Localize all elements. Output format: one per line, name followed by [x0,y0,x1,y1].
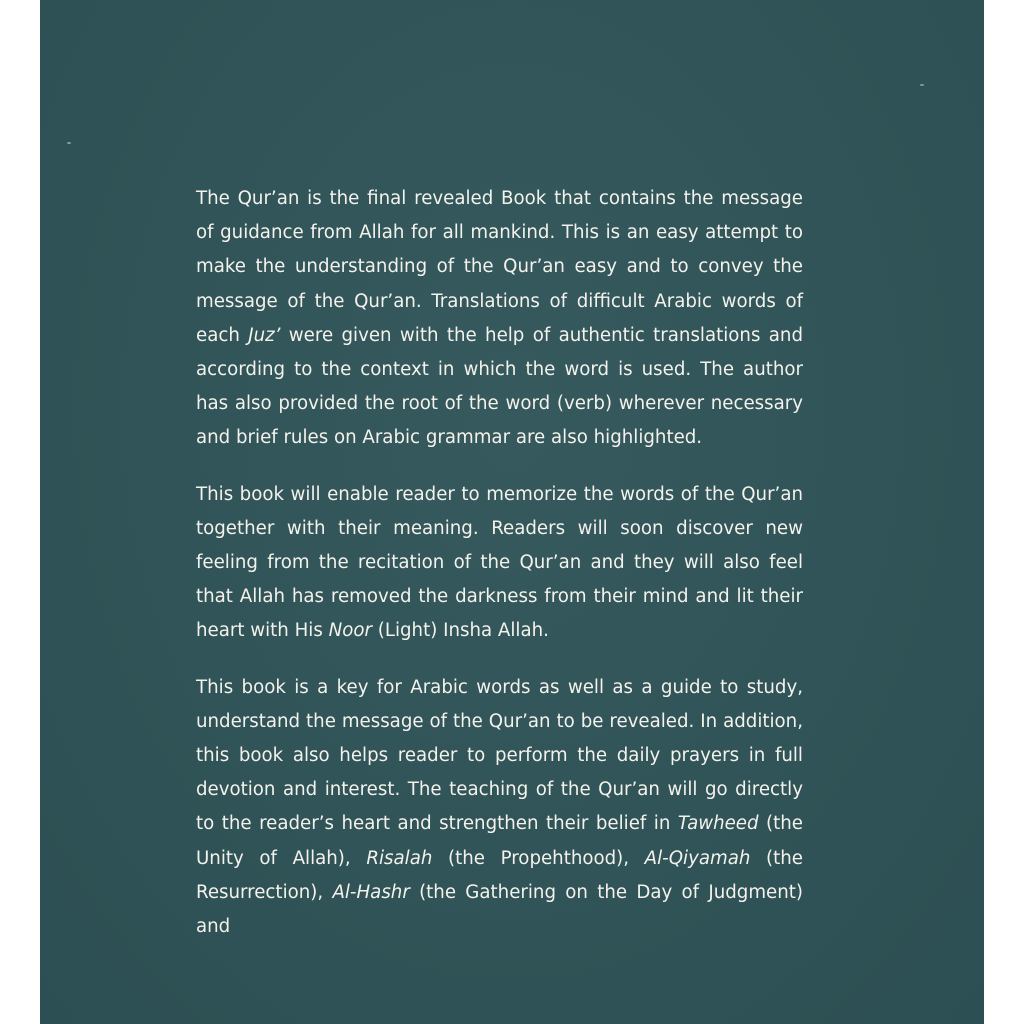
italic-term: Al-Hashr [332,881,410,903]
italic-term: Risalah [366,847,433,869]
blurb-paragraph-3 [196,671,803,945]
dust-speck [920,84,924,86]
text-run: This book will enable reader to memorize the words of the Qur’an together with their meaning. Readers will soon discover new feeling from the recitation of the Qur’an and they will also feel that Allah has removed the darkness from their mind and lit their heart with His [196,483,803,642]
dust-speck [67,142,71,144]
blurb-text [196,182,803,966]
text-run: (the Unity of Allah), [196,813,803,869]
text-run: (Light) Insha Allah. [371,620,549,642]
text-run: (the Resurrection), [196,847,803,903]
book-back-cover [40,0,984,1024]
italic-term: Noor [328,620,372,642]
text-run: The Qur’an is the final revealed Book that contains the message of guidance from Allah for all mankind. This is an easy attempt to make the understanding of the Qur’an easy and to convey the message of the Qur’an. Translations of difficult Arabic words of each [196,188,803,346]
text-run: This book is a key for Arabic words as well as a guide to study, understand the message of the Qur’an to be revealed. In addition, this book also helps reader to perform the daily prayers in full devotion and interest. The teaching of the Qur’an will go directly to the reader’s heart and strengthen their belief in [196,676,803,835]
text-run: (the Gathering on the Day of Judgment) and [196,881,803,938]
blurb-paragraph-2 [196,478,803,649]
text-run: (the Propehthood), [432,847,645,869]
italic-term: Al-Qiyamah [644,847,751,869]
italic-term: Tawheed [677,813,759,835]
italic-term: Juz’ [248,324,281,346]
text-run: were given with the help of authentic translations and according to the context in which the word is used. The author has also provided the root of the word (verb) wherever necessary and brief rules on Arabic grammar are also highlighted. [196,324,803,449]
blurb-paragraph-1 [196,182,803,456]
